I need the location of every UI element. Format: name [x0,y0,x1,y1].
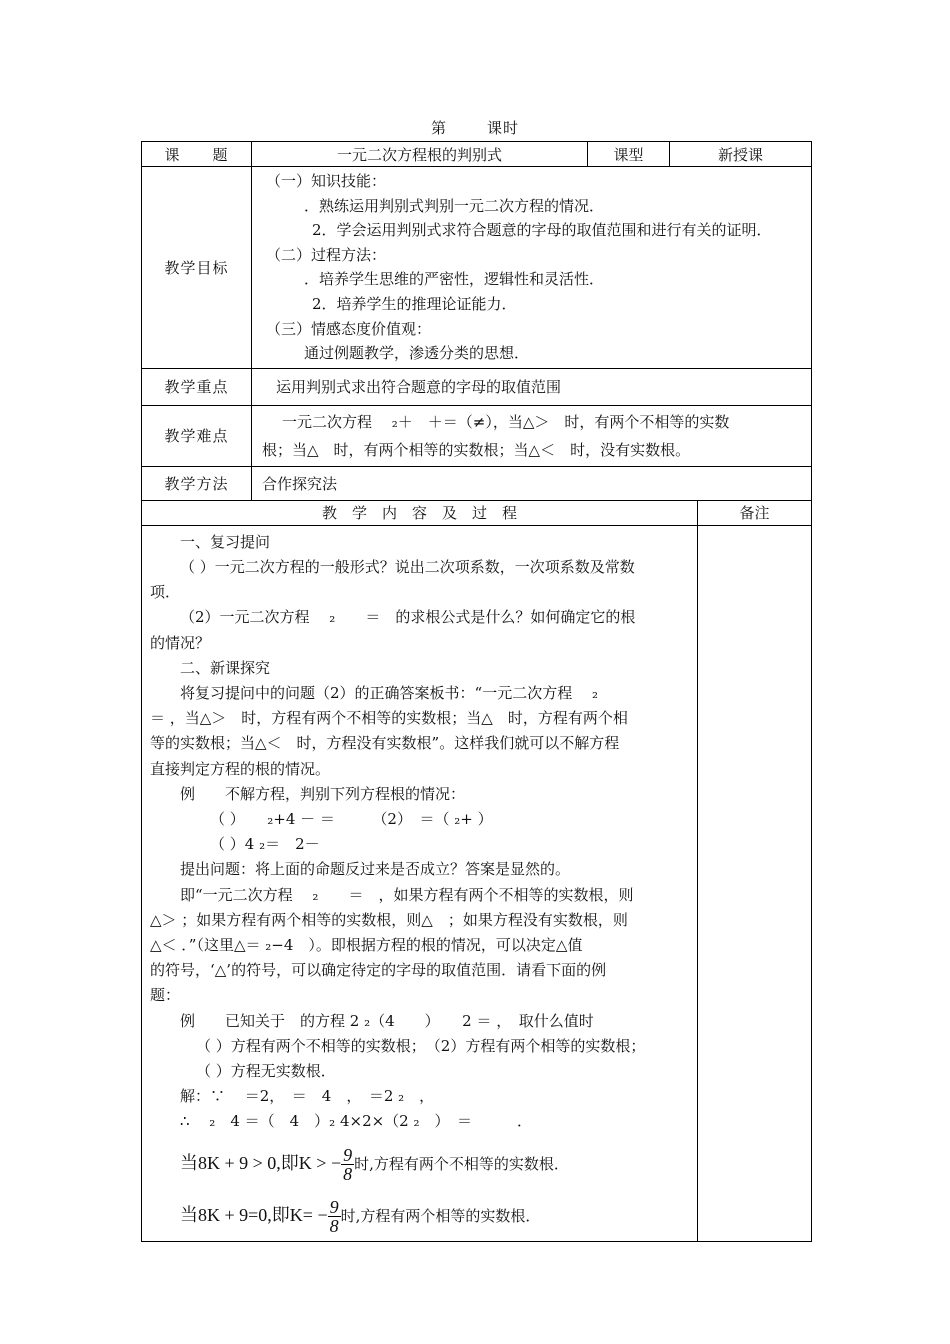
difficulty-content [252,405,812,466]
topic-label: 课 题 [142,142,252,167]
objectives-label: 教学目标 [142,167,252,369]
method-row [142,466,812,500]
content-line: （ ）方程有两个不相等的实数根； （2）方程有两个相等的实数根； [196,1036,646,1055]
formula-line-1 [150,1141,689,1185]
content-line: 二、新课探究 [180,658,271,677]
content-line: ＝ ，当△＞ 时，方程有两个不相等的实数根；当△ 时，方程有两个相 [150,709,628,728]
difficulty-row [142,405,812,466]
content-line: 的符号，‘△’的符号，可以确定待定的字母的取值范围．请看下面的例 [150,961,607,980]
type-label: 课型 [588,142,670,167]
content-line: △＜ ．”（这里△＝ ₂−4 ）。即根据方程的根的情况，可以决定△值 [150,936,583,954]
content-line: （2）一元二次方程 ₂ ＝ 的求根公式是什么？如何确定它的根 [180,608,636,627]
content-line: （ ）一元二次方程的一般形式？说出二次项系数，一次项系数及常数 [180,557,635,576]
content-line: 一、复习提问 [180,532,271,551]
method-value: 合作探究法 [252,466,812,500]
formula-1-prefix: 当8K + 9 > 0,即K > − [180,1152,342,1173]
content-line: 提出问题：将上面的命题反过来是否成立？答案是显然的。 [180,860,571,879]
objective-line: （二）过程方法： [266,245,387,264]
formula-2-numerator: 9 [329,1197,339,1218]
content-row [142,525,812,1241]
content-line: 例 不解方程，判别下列方程根的情况： [180,784,466,803]
formula-2-denominator: 8 [329,1216,339,1237]
formula-1-denominator: 8 [343,1164,353,1185]
objective-line: 2．学会运用判别式求符合题意的字母的取值范围和进行有关的证明． [312,221,772,240]
key-point-label: 教学重点 [142,368,252,405]
notes-header-label: 备注 [698,500,812,525]
objective-line: （一）知识技能： [266,172,387,190]
objective-line: （三）情感态度价值观： [266,319,432,338]
formula-line-2 [150,1193,689,1237]
page-title [0,117,950,138]
page-title-part1: 第 [430,119,447,137]
header-row [142,142,812,167]
formula-2-suffix: 时,方程有两个相等的实数根． [340,1206,541,1225]
topic-value: 一元二次方程根的判别式 [252,142,588,167]
formula-1-numerator: 9 [343,1145,353,1166]
content-line: 项． [150,583,181,602]
objective-line: ．熟练运用判别式判别一元二次方程的情况． [304,196,605,215]
type-value: 新授课 [670,142,812,167]
content-header-label: 教 学 内 容 及 过 程 [142,500,698,525]
content-line: 即“一元二次方程 ₂ ＝ ，如果方程有两个不相等的实数根，则 [180,885,634,904]
content-line: （ ） ₂+4 － ＝ （2） ＝（ ₂+ ） [210,809,493,828]
method-label: 教学方法 [142,466,252,500]
content-line: 例 已知关于 的方程 2 ₂（4 ） 2 ＝ ， 取什么值时 [180,1011,594,1030]
key-point-row [142,368,812,405]
difficulty-line: 一元二次方程 ₂＋ ＋＝（≠），当△＞ 时，有两个不相等的实数 [282,412,730,431]
content-header-row [142,500,812,525]
formula-2-fraction [328,1198,341,1235]
teaching-content [142,525,698,1241]
content-line: 的情况？ [150,633,211,652]
notes-cell [698,525,812,1241]
lesson-plan-table [141,141,812,1242]
objective-line: ．培养学生思维的严密性，逻辑性和灵活性． [304,270,605,289]
content-line: （ ）4 ₂＝ 2－ [210,835,320,854]
content-line: 解：∵ ＝2， ＝ 4 ， ＝2 ₂ ， [180,1087,435,1106]
difficulty-line: 根；当△ 时，有两个相等的实数根；当△＜ 时，没有实数根。 [262,440,691,459]
objective-line: 通过例题教学，渗透分类的思想． [304,344,530,363]
content-line: （ ）方程无实数根． [196,1062,336,1081]
content-line: 等的实数根；当△＜ 时，方程没有实数根”。这样我们就可以不解方程 [150,734,620,753]
content-line: △＞ ；如果方程有两个相等的实数根，则△ ；如果方程没有实数根，则 [150,910,628,929]
content-line: ∴ ₂ 4 ＝（ 4 ）₂ 4×2×（2 ₂ ） ＝ ． [180,1112,533,1131]
content-line: 直接判定方程的根的情况。 [150,759,331,778]
formula-1-suffix: 时,方程有两个不相等的实数根． [354,1154,569,1173]
formula-2-prefix: 当8K + 9=0,即K= − [180,1204,328,1225]
key-point-value: 运用判别式求出符合题意的字母的取值范围 [252,368,812,405]
objectives-row [142,167,812,369]
page-title-part2: 课时 [487,119,520,137]
content-line: 题： [150,986,181,1005]
objectives-content [252,167,812,369]
content-line: 将复习提问中的问题（2）的正确答案板书：“一元二次方程 ₂ [180,683,598,702]
formula-1-fraction [341,1146,354,1183]
objective-line: 2．培养学生的推理论证能力． [312,294,517,313]
difficulty-label: 教学难点 [142,405,252,466]
